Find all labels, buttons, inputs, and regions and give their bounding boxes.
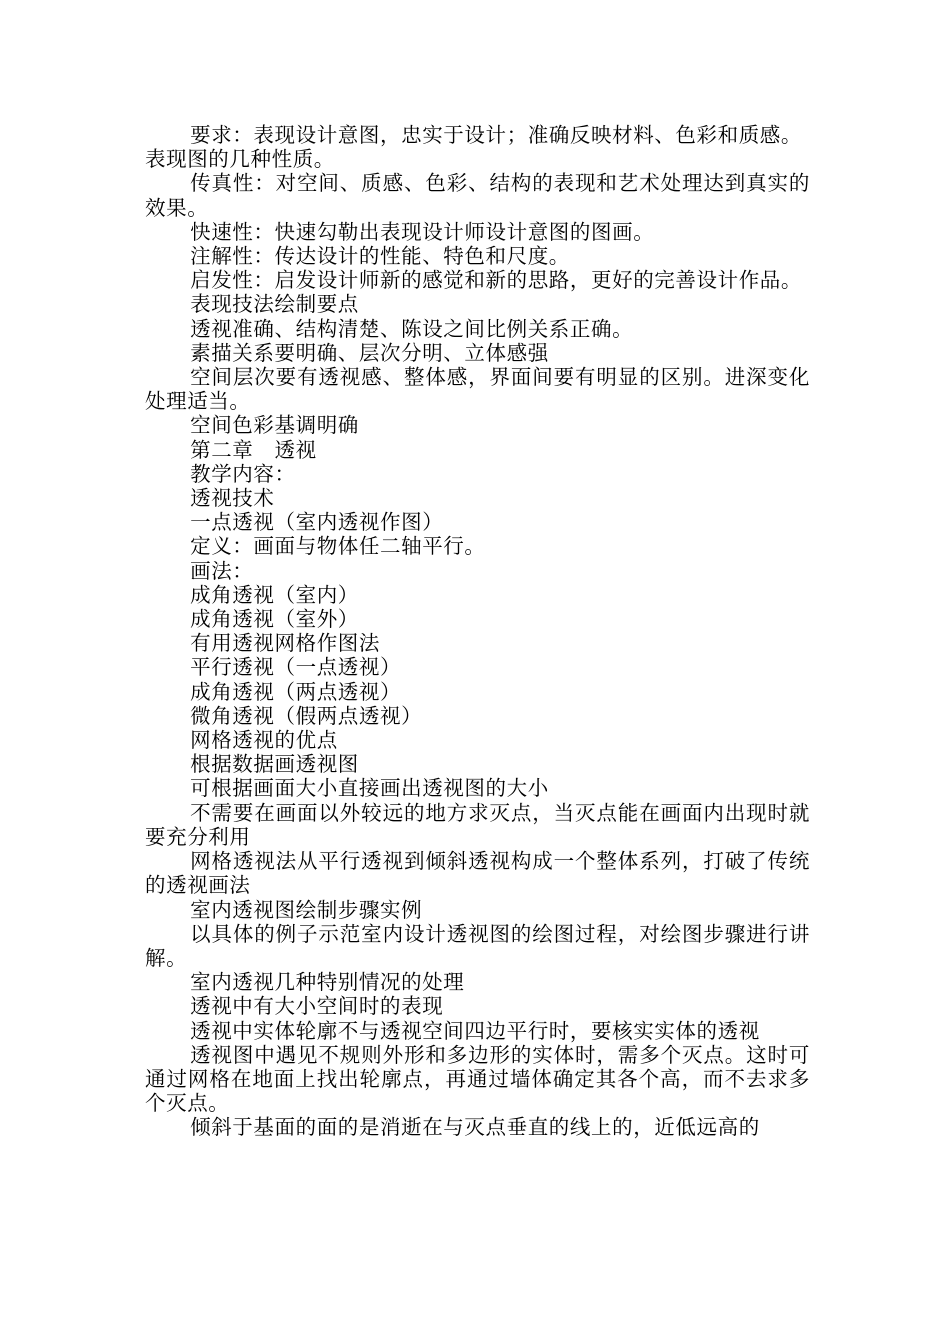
paragraph: 网格透视的优点 — [190, 728, 338, 753]
paragraph: 成角透视（室内） — [190, 582, 359, 607]
paragraph: 不需要在画面以外较远的地方求灭点，当灭点能在画面内出现时就要充分利用 — [145, 800, 810, 849]
paragraph: 透视中有大小空间时的表现 — [190, 994, 444, 1019]
paragraph: 快速性：快速勾勒出表现设计师设计意图的图画。 — [190, 219, 655, 244]
paragraph: 成角透视（两点透视） — [190, 679, 402, 704]
paragraph: 画法： — [190, 558, 254, 583]
paragraph: 素描关系要明确、层次分明、立体感强 — [190, 340, 549, 365]
paragraph: 启发性：启发设计师新的感觉和新的思路，更好的完善设计作品。 — [190, 268, 802, 293]
paragraph: 定义：画面与物体任二轴平行。 — [190, 534, 486, 559]
paragraph: 透视技术 — [190, 486, 275, 511]
paragraph: 以具体的例子示范室内设计透视图的绘图过程，对绘图步骤进行讲解。 — [145, 921, 810, 970]
section-heading: 表现技法绘制要点 — [190, 292, 359, 317]
paragraph: 可根据画面大小直接画出透视图的大小 — [190, 776, 549, 801]
paragraph: 成角透视（室外） — [190, 607, 359, 632]
paragraph: 教学内容： — [190, 461, 296, 486]
paragraph: 室内透视几种特别情况的处理 — [190, 970, 465, 995]
paragraph: 要求：表现设计意图，忠实于设计；准确反映材料、色彩和质感。 — [190, 123, 802, 147]
paragraph: 空间色彩基调明确 — [190, 413, 359, 438]
paragraph: 微角透视（假两点透视） — [190, 703, 423, 728]
paragraph: 透视图中遇见不规则外形和多边形的实体时，需多个灭点。这时可通过网格在地面上找出轮廓点，再通过墙体确定其各个高，而不去求多个灭点。 — [145, 1042, 810, 1116]
paragraph: 透视中实体轮廓不与透视空间四边平行时，要核实实体的透视 — [190, 1018, 760, 1043]
paragraph: 平行透视（一点透视） — [190, 655, 402, 680]
document-body — [145, 123, 810, 1140]
paragraph: 倾斜于基面的面的是消逝在与灭点垂直的线上的，近低远高的 — [190, 1115, 760, 1140]
paragraph: 表现图的几种性质。 — [145, 147, 335, 172]
paragraph: 注解性：传达设计的性能、特色和尺度。 — [190, 244, 570, 269]
paragraph: 有用透视网格作图法 — [190, 631, 380, 656]
paragraph: 传真性：对空间、质感、色彩、结构的表现和艺术处理达到真实的效果。 — [145, 171, 810, 220]
paragraph: 根据数据画透视图 — [190, 752, 359, 777]
chapter-heading: 第二章 透视 — [190, 437, 317, 462]
paragraph: 网格透视法从平行透视到倾斜透视构成一个整体系列，打破了传统的透视画法 — [145, 849, 810, 898]
paragraph: 一点透视（室内透视作图） — [190, 510, 444, 535]
paragraph: 室内透视图绘制步骤实例 — [190, 897, 423, 922]
paragraph: 透视准确、结构清楚、陈设之间比例关系正确。 — [190, 316, 634, 341]
paragraph: 空间层次要有透视感、整体感，界面间要有明显的区别。进深变化处理适当。 — [145, 365, 810, 414]
